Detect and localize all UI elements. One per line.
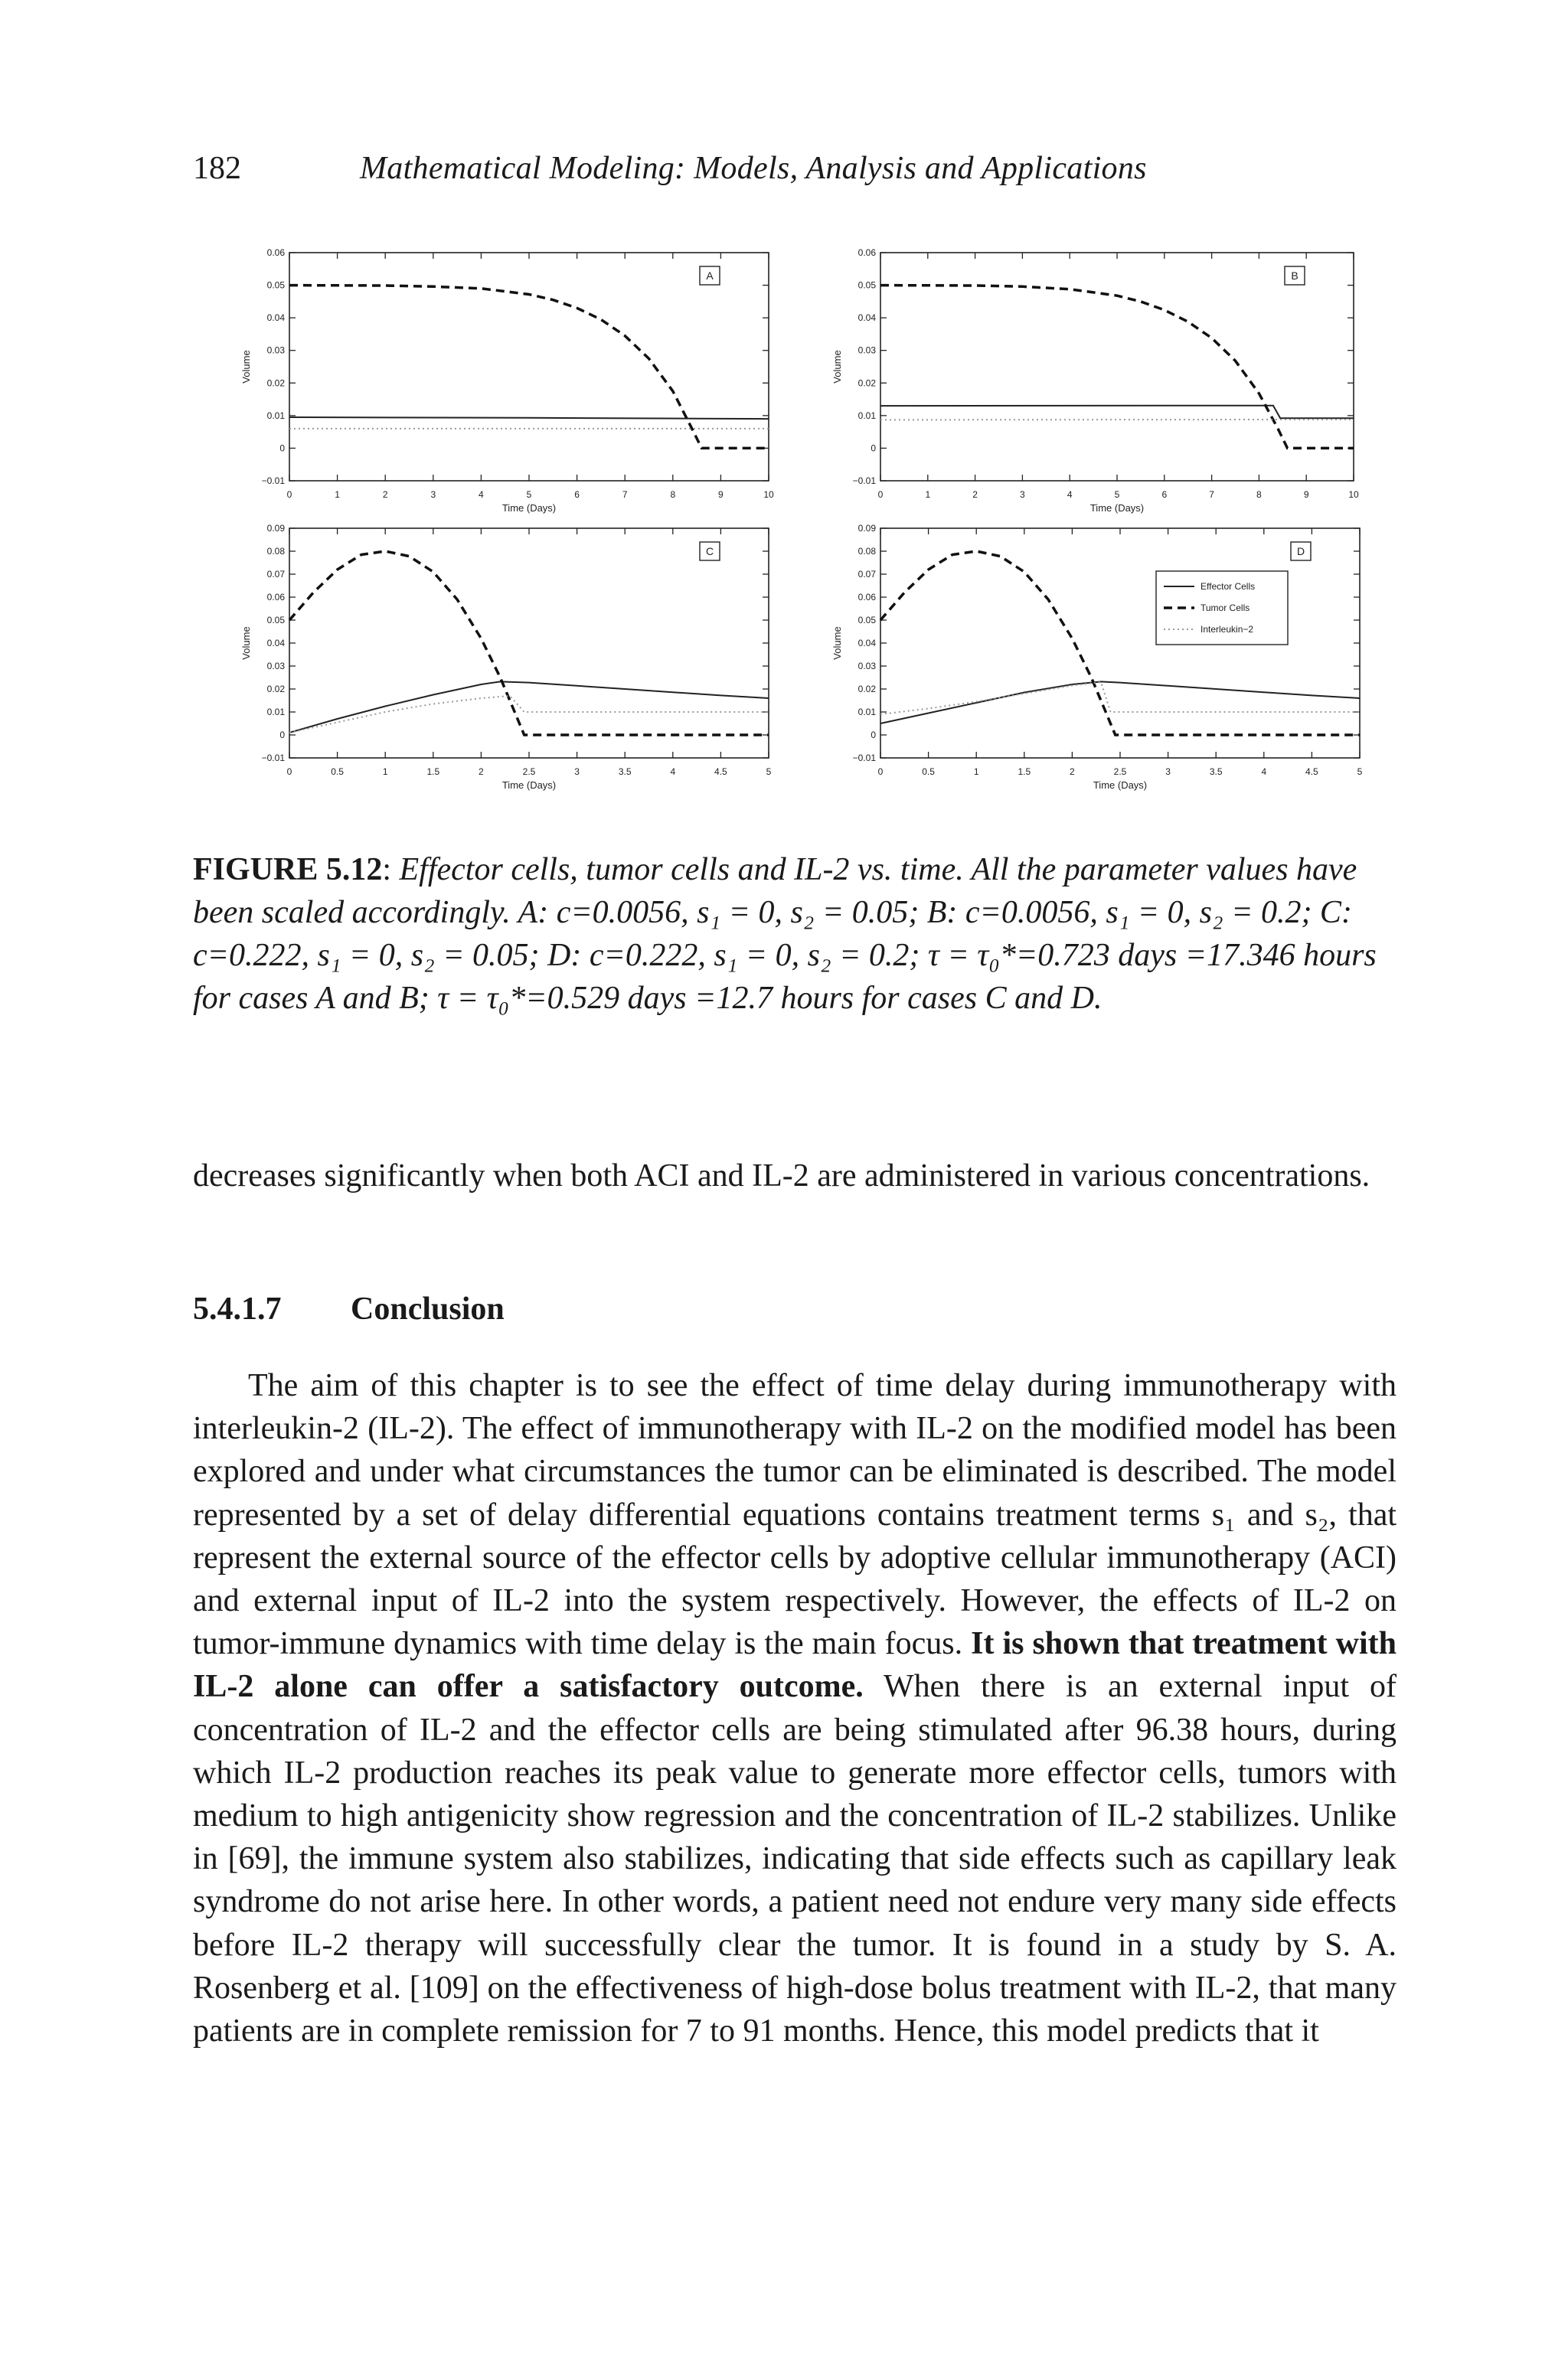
y-axis-label: Volume <box>240 350 252 384</box>
series-group <box>289 551 769 735</box>
figure-label: FIGURE 5.12 <box>193 852 383 887</box>
series-line-effector-cells <box>289 681 769 733</box>
series-line-interleukin-2 <box>880 682 1360 714</box>
x-tick-label: 2 <box>382 489 388 500</box>
x-tick-label: 3 <box>1020 489 1025 500</box>
y-tick-label: 0.02 <box>858 377 876 389</box>
x-tick-label: 3 <box>430 489 436 500</box>
x-tick-label: 5 <box>526 489 532 500</box>
x-tick-label: 6 <box>574 489 580 500</box>
x-tick-label: 5 <box>766 766 772 777</box>
y-tick-label: 0.01 <box>266 410 285 421</box>
section-heading <box>193 1291 505 1327</box>
y-tick-label: 0.03 <box>266 345 285 356</box>
x-tick-label: 2 <box>1070 766 1075 777</box>
series-group <box>880 286 1354 449</box>
y-tick-label: 0.05 <box>266 279 285 291</box>
x-tick-label: 3 <box>574 766 580 777</box>
y-tick-label: 0.08 <box>266 546 285 557</box>
conclusion-paragraph <box>193 1364 1396 2052</box>
x-tick-label: 1 <box>925 489 931 500</box>
x-tick-label: 4 <box>479 489 484 500</box>
x-tick-label: 9 <box>718 489 724 500</box>
series-line-effector-cells <box>289 417 769 419</box>
x-axis-label: Time (Days) <box>501 779 557 791</box>
chart-legend <box>1156 571 1288 645</box>
legend-entry: Tumor Cells <box>1200 602 1250 613</box>
panel-label: D <box>1296 545 1305 557</box>
plot-frame <box>289 253 769 481</box>
series-line-tumor-cells <box>880 286 1354 449</box>
y-tick-label: −0.01 <box>261 753 285 763</box>
x-tick-label: 2 <box>479 766 484 777</box>
chart-panel-a <box>240 247 774 514</box>
x-tick-label: 3.5 <box>618 766 632 777</box>
y-tick-label: 0.04 <box>858 312 876 324</box>
x-tick-label: 1.5 <box>426 766 440 777</box>
y-tick-label: 0.04 <box>266 312 285 324</box>
y-tick-label: 0.06 <box>266 247 285 258</box>
y-tick-label: 0.09 <box>858 523 876 534</box>
x-tick-label: 3.5 <box>1209 766 1223 777</box>
chart-panel-b <box>831 247 1359 514</box>
caption-text: Effector cells, tumor cells and IL-2 vs. time. All the parameter values have been scaled accordingly. A: c=0.0056, s₁ = 0, s₂ = 0.05; B: c=0.0056, s₁ = 0, s₂ = 0.2; C: c=0.222, s₁ = 0, s₂ = 0.05; D: c=0.222, s₁ = 0, s₂ = 0.2; τ = τ₀*=0.723 days =17.346 hours for cases A and B; τ = τ₀*=0.529 days =12.7 hours for cases C and D. <box>193 852 1377 1016</box>
figure-5-12 <box>0 0 1568 811</box>
figure-caption: FIGURE 5.12: Effector cells, tumor cells and IL-2 vs. time. All the parameter values have been scaled accordingly. A: c=0.0056, s₁ = 0, s₂ = 0.05; B: c=0.0056, s₁ = 0, s₂ = 0.2; C: c=0.222, s₁ = 0, s₂ = 0.05; D: c=0.222, s₁ = 0, s₂ = 0.2; τ = τ₀*=0.723 days =17.346 hours for cases A and B; τ = τ₀*=0.529 days =12.7 hours for cases C and D. <box>193 852 1377 1016</box>
x-tick-label: 1 <box>973 766 979 777</box>
y-tick-label: 0.01 <box>858 410 876 421</box>
y-tick-label: −0.01 <box>261 475 285 486</box>
y-tick-label: 0.09 <box>266 523 285 534</box>
series-line-tumor-cells <box>289 286 769 449</box>
y-tick-label: 0 <box>279 730 285 740</box>
paragraph-part-2: When there is an external input of concentration of IL-2 and the effector cells are being stimulated after 96.38 hours, during which IL-2 production reaches its peak value to generate more effector cells, tumors with medium to high antigenicity show regression and the concentration of IL-2 stabilizes. Unlike in [69], the immune system also stabilizes, indicating that side effects such as capillary leak syndrome do not arise here. In other words, a patient need not endure very many side effects before IL-2 therapy will successfully clear the tumor. It is found in a study by S. A. Rosenberg et al. [109] on the effectiveness of high-dose bolus treatment with IL-2, that many patients are in complete remission for 7 to 91 months. Hence, this model predicts that it <box>193 1669 1396 2049</box>
series-line-effector-cells <box>880 406 1354 419</box>
x-tick-label: 4.5 <box>714 766 727 777</box>
x-tick-label: 0 <box>286 766 292 777</box>
y-tick-label: 0.08 <box>858 546 876 557</box>
y-tick-label: 0.03 <box>858 661 876 671</box>
x-tick-label: 0.5 <box>922 766 935 777</box>
x-tick-label: 2.5 <box>522 766 536 777</box>
plot-frame <box>289 528 769 758</box>
y-tick-label: −0.01 <box>852 753 876 763</box>
y-tick-label: 0.05 <box>858 279 876 291</box>
y-axis-label: Volume <box>240 626 252 660</box>
y-tick-label: 0.06 <box>858 592 876 602</box>
chart-panel-c <box>240 523 772 791</box>
y-tick-label: 0.04 <box>266 638 285 648</box>
series-line-interleukin-2 <box>289 696 769 733</box>
y-axis-label: Volume <box>831 626 843 660</box>
y-tick-label: 0.07 <box>858 569 876 580</box>
x-axis-label: Time (Days) <box>501 502 557 514</box>
x-tick-label: 4 <box>670 766 676 777</box>
series-group <box>289 286 769 449</box>
x-tick-label: 8 <box>670 489 676 500</box>
panel-label: B <box>1291 269 1298 282</box>
y-tick-label: 0.02 <box>266 684 285 694</box>
paragraph-part-1: The aim of this chapter is to see the effect of time delay during immunotherapy with interleukin-2 (IL-2). The effect of immunotherapy with IL-2 on the modified model has been explored and under what circumstances the tumor can be eliminated is described. The model represented by a set of delay differential equations contains treatment terms s₁ and s₂, that represent the external source of the effector cells by adoptive cellular immunotherapy (ACI) and external input of IL-2 into the system respectively. However, the effects of IL-2 on tumor-immune dynamics with time delay is the main focus. <box>193 1368 1396 1662</box>
page-number: 182 <box>193 151 241 186</box>
x-axis-label: Time (Days) <box>1089 502 1145 514</box>
x-tick-label: 0 <box>877 489 884 500</box>
y-tick-label: 0.03 <box>266 661 285 671</box>
y-tick-label: 0.03 <box>858 345 876 356</box>
y-tick-label: 0.07 <box>266 569 285 580</box>
y-tick-label: 0.05 <box>266 615 285 625</box>
x-tick-label: 5 <box>1357 766 1363 777</box>
x-tick-label: 7 <box>1209 489 1214 500</box>
y-tick-label: 0.06 <box>858 247 876 258</box>
x-tick-label: 6 <box>1161 489 1168 500</box>
chart-panel-d <box>831 523 1363 791</box>
x-tick-label: 4 <box>1067 489 1073 500</box>
x-tick-label: 1.5 <box>1018 766 1031 777</box>
x-axis-label: Time (Days) <box>1093 779 1148 791</box>
paragraph-bold-statement: It is shown that treatment with IL-2 alone can offer a satisfactory outcome. <box>193 1626 1396 1705</box>
x-tick-label: 1 <box>382 766 388 777</box>
y-tick-label: 0.01 <box>266 707 285 717</box>
y-tick-label: 0.05 <box>858 615 876 625</box>
x-tick-label: 0 <box>286 489 292 500</box>
series-line-tumor-cells <box>289 551 769 735</box>
x-tick-label: 9 <box>1303 489 1309 500</box>
x-tick-label: 4 <box>1261 766 1267 777</box>
panel-label: C <box>705 545 714 557</box>
y-tick-label: 0 <box>279 442 285 454</box>
series-line-effector-cells <box>880 681 1360 723</box>
x-tick-label: 7 <box>622 489 628 500</box>
panel-label: A <box>706 269 714 282</box>
running-title: Mathematical Modeling: Models, Analysis and Applications <box>360 151 1147 186</box>
x-tick-label: 8 <box>1256 489 1262 500</box>
x-tick-label: 1 <box>335 489 340 500</box>
x-tick-label: 2 <box>972 489 978 500</box>
y-tick-label: 0.04 <box>858 638 876 648</box>
plot-frame <box>880 253 1354 481</box>
section-title: Conclusion <box>351 1291 505 1327</box>
x-tick-label: 5 <box>1114 489 1120 500</box>
section-number: 5.4.1.7 <box>193 1291 282 1327</box>
legend-entry: Effector Cells <box>1200 581 1256 592</box>
x-tick-label: 2.5 <box>1113 766 1127 777</box>
y-tick-label: 0.06 <box>266 592 285 602</box>
continuation-paragraph: decreases significantly when both ACI and IL-2 are administered in various concentrations. <box>193 1158 1370 1194</box>
x-tick-label: 10 <box>763 489 774 500</box>
y-tick-label: 0.02 <box>858 684 876 694</box>
y-tick-label: 0 <box>871 730 876 740</box>
y-tick-label: 0.02 <box>266 377 285 389</box>
y-tick-label: 0 <box>871 442 876 454</box>
legend-entry: Interleukin−2 <box>1200 624 1254 635</box>
x-tick-label: 4.5 <box>1305 766 1318 777</box>
y-axis-label: Volume <box>831 350 843 384</box>
x-tick-label: 3 <box>1165 766 1171 777</box>
x-tick-label: 0.5 <box>331 766 344 777</box>
x-tick-label: 0 <box>877 766 884 777</box>
y-tick-label: −0.01 <box>852 475 876 486</box>
x-tick-label: 10 <box>1348 489 1359 500</box>
y-tick-label: 0.01 <box>858 707 876 717</box>
